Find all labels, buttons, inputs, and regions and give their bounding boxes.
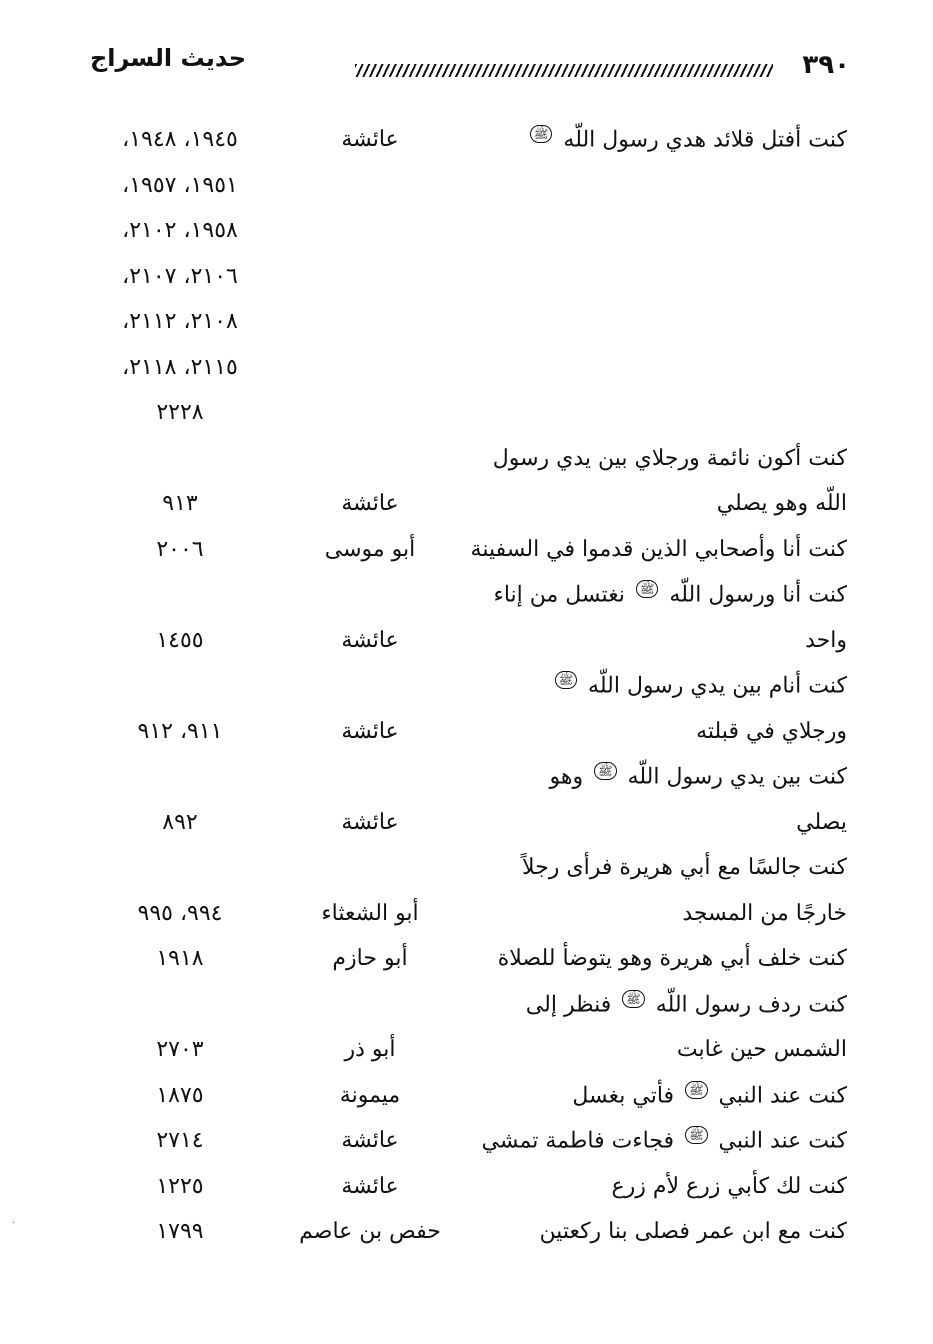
hadith-incipit-line: كنت أنام بين يدي رسول اللّه ﷺ: [551, 671, 847, 701]
salla-honorific-mark: ﷺ: [594, 762, 617, 780]
page-number: ٣٩٠: [802, 50, 850, 80]
hadith-incipit-line: كنت مع ابن عمر فصلى بنا ركعتين: [539, 1219, 847, 1244]
hadith-reference-numbers: ٢١٠٨، ٢١١٢،: [122, 309, 238, 334]
narrator-name: أبو حازم: [332, 946, 408, 971]
narrator-name: عائشة: [341, 1128, 399, 1153]
narrator-name: عائشة: [341, 627, 399, 653]
salla-honorific-mark: ﷺ: [636, 580, 659, 598]
hadith-reference-numbers: ١٤٥٥: [156, 627, 204, 653]
hadith-reference-numbers: ١٩٤٥، ١٩٤٨،: [122, 127, 238, 152]
hadith-reference-numbers: ٢٧١٤: [156, 1128, 204, 1153]
salla-honorific-mark: ﷺ: [685, 1081, 708, 1099]
hadith-incipit-line: كنت أنا ورسول اللّه ﷺ نغتسل من إناء: [493, 582, 847, 608]
hadith-incipit-line: كنت أفتل قلائد هدي رسول اللّه ﷺ: [526, 125, 847, 155]
hadith-incipit-line: كنت بين يدي رسول اللّه ﷺ وهو: [549, 764, 847, 790]
narrator-name: أبو ذر: [344, 1037, 396, 1062]
salla-honorific-mark: ﷺ: [622, 990, 645, 1008]
hadith-incipit-line: كنت خلف أبي هريرة وهو يتوضأ للصلاة: [497, 946, 847, 971]
hadith-reference-numbers: ٩١٣: [162, 491, 198, 516]
hadith-reference-numbers: ١٧٩٩: [156, 1219, 204, 1244]
hadith-incipit-line: ورجلاي في قبلته: [696, 718, 847, 744]
hadith-reference-numbers: ٩٩٤، ٩٩٥: [137, 900, 223, 926]
hadith-incipit-line: الشمس حين غابت: [676, 1037, 847, 1062]
narrator-name: عائشة: [341, 1173, 399, 1199]
hadith-incipit-line: خارجًا من المسجد: [682, 900, 847, 926]
hadith-incipit-line: يصلي: [796, 809, 847, 835]
hadith-incipit-line: كنت أكون نائمة ورجلاي بين يدي رسول: [492, 445, 847, 471]
running-title: حديث السراج: [90, 44, 247, 72]
hadith-reference-numbers: ٩١١، ٩١٢: [137, 718, 223, 744]
hadith-incipit-line: كنت جالسًا مع أبي هريرة فرأى رجلاً: [522, 855, 847, 880]
hadith-incipit-line: كنت عند النبي ﷺ فأتي بغسل: [572, 1082, 847, 1108]
hadith-reference-numbers: ٢١٠٦، ٢١٠٧،: [122, 263, 238, 289]
hadith-incipit-line: كنت لك كأبي زرع لأم زرع: [611, 1173, 847, 1199]
narrator-name: عائشة: [341, 809, 399, 835]
hadith-reference-numbers: ١٩١٨: [156, 946, 204, 971]
hadith-incipit-line: واحد: [805, 627, 847, 653]
salla-honorific-mark: ﷺ: [685, 1126, 708, 1144]
narrator-name: أبو موسى: [324, 536, 416, 562]
hadith-incipit-line: اللّه وهو يصلي: [716, 491, 847, 516]
narrator-name: حفص بن عاصم: [299, 1219, 441, 1244]
hadith-reference-numbers: ٢٠٠٦: [156, 536, 204, 562]
hadith-incipit-line: كنت ردف رسول اللّه ﷺ فنظر إلى: [525, 991, 847, 1017]
salla-honorific-mark: ﷺ: [530, 125, 553, 143]
hadith-reference-numbers: ٢٧٠٣: [156, 1037, 204, 1062]
narrator-name: عائشة: [341, 127, 399, 152]
hadith-incipit-line: كنت عند النبي ﷺ فجاءت فاطمة تمشي: [481, 1128, 847, 1154]
hadith-reference-numbers: ١٨٧٥: [156, 1082, 204, 1108]
hadith-reference-numbers: ٢١١٥، ٢١١٨،: [122, 354, 238, 380]
hadith-reference-numbers: ٨٩٢: [162, 809, 198, 835]
hadith-reference-numbers: ٢٢٢٨: [156, 400, 204, 425]
narrator-name: أبو الشعثاء: [321, 900, 419, 926]
header-rule: [355, 64, 773, 77]
hadith-reference-numbers: ١٩٥١، ١٩٥٧،: [122, 172, 238, 198]
narrator-name: عائشة: [341, 718, 399, 744]
salla-honorific-mark: ﷺ: [555, 671, 578, 689]
narrator-name: عائشة: [341, 491, 399, 516]
hadith-reference-numbers: ١٢٢٥: [156, 1173, 204, 1199]
hadith-incipit-line: كنت أنا وأصحابي الذين قدموا في السفينة: [470, 536, 847, 562]
hadith-reference-numbers: ١٩٥٨، ٢١٠٢،: [122, 218, 238, 243]
narrator-name: ميمونة: [339, 1082, 401, 1108]
margin-mark: ·: [12, 1218, 16, 1229]
